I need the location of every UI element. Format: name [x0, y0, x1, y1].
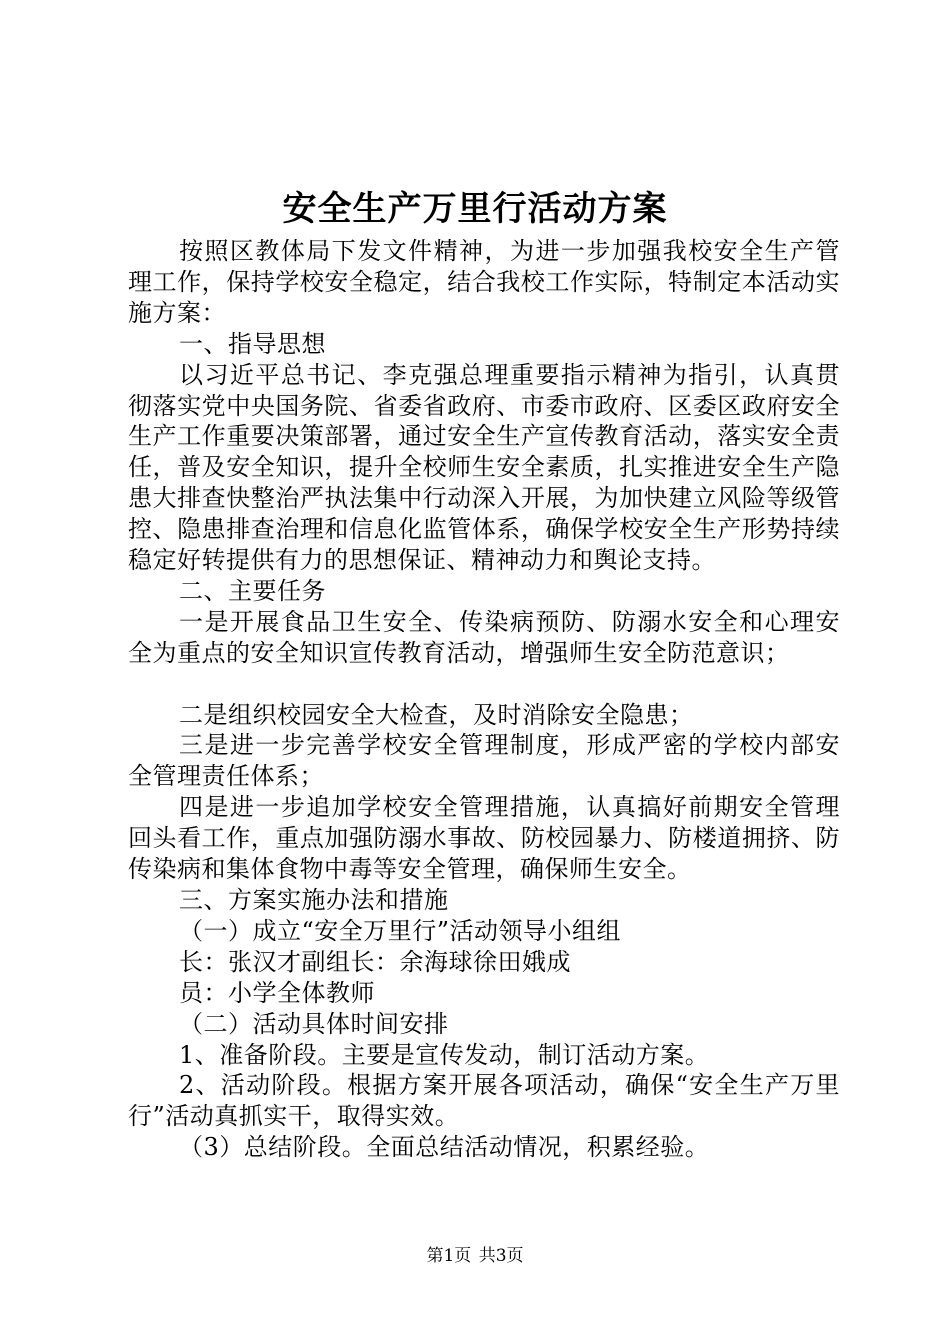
page-footer	[0, 1244, 950, 1268]
schedule-stage-2: 2、活动阶段。根据方案开展各项活动，确保“安全生产万里行”活动真抓实干，取得实效。	[128, 1071, 840, 1131]
page-number: 第1页	[426, 1246, 472, 1266]
schedule-stage-1: 1、准备阶段。主要是宣传发动，制订活动方案。	[179, 1040, 710, 1069]
intro-paragraph: 按照区教体局下发文件精神，为进一步加强我校安全生产管理工作，保持学校安全稳定，结合我校工作实际，特制定本活动实施方案：	[128, 237, 840, 327]
schedule-heading: （二）活动具体时间安排	[179, 1009, 449, 1038]
task-4-paragraph: 四是进一步追加学校安全管理措施，认真搞好前期安全管理回头看工作，重点加强防溺水事故、防校园暴力、防楼道拥挤、防传染病和集体食物中毒等安全管理，确保师生安全。	[128, 793, 840, 884]
section-heading-main-tasks: 二、主要任务	[179, 576, 326, 605]
task-2-paragraph: 二是组织校园安全大检查，及时消除安全隐患；	[179, 700, 694, 729]
blank-line	[128, 669, 840, 700]
group-members-line: 员：小学全体教师	[179, 978, 375, 1007]
group-leader-line: 长：张汉才副组长：余海球徐田娥成	[179, 947, 571, 976]
section-heading-implementation: 三、方案实施办法和措施	[179, 886, 449, 915]
task-1-paragraph: 一是开展食品卫生安全、传染病预防、防溺水安全和心理安全为重点的安全知识宣传教育活动，增强师生安全防范意识；	[128, 607, 840, 667]
document-title: 安全生产万里行活动方案	[282, 189, 668, 229]
document-body	[128, 236, 840, 1163]
leadership-group-line: （一）成立“安全万里行”活动领导小组组	[179, 916, 622, 945]
guiding-thought-paragraph: 以习近平总书记、李克强总理重要指示精神为指引，认真贯彻落实党中央国务院、省委省政府、市委市政府、区委区政府安全生产工作重要决策部署，通过安全生产宣传教育活动，落实安全责任，普及安全知识，提升全校师生安全素质，扎实推进安全生产隐患大排查快整治严执法集中行动深入开展，为加快建立风险等级管控、隐患排查治理和信息化监管体系，确保学校安全生产形势持续稳定好转提供有力的思想保证、精神动力和舆论支持。	[128, 360, 840, 575]
section-heading-guiding-thought: 一、指导思想	[179, 329, 326, 358]
page-total: 共3页	[478, 1246, 524, 1266]
schedule-stage-3: （3）总结阶段。全面总结活动情况，积累经验。	[179, 1133, 710, 1162]
task-3-paragraph: 三是进一步完善学校安全管理制度，形成严密的学校内部安全管理责任体系；	[128, 731, 840, 791]
